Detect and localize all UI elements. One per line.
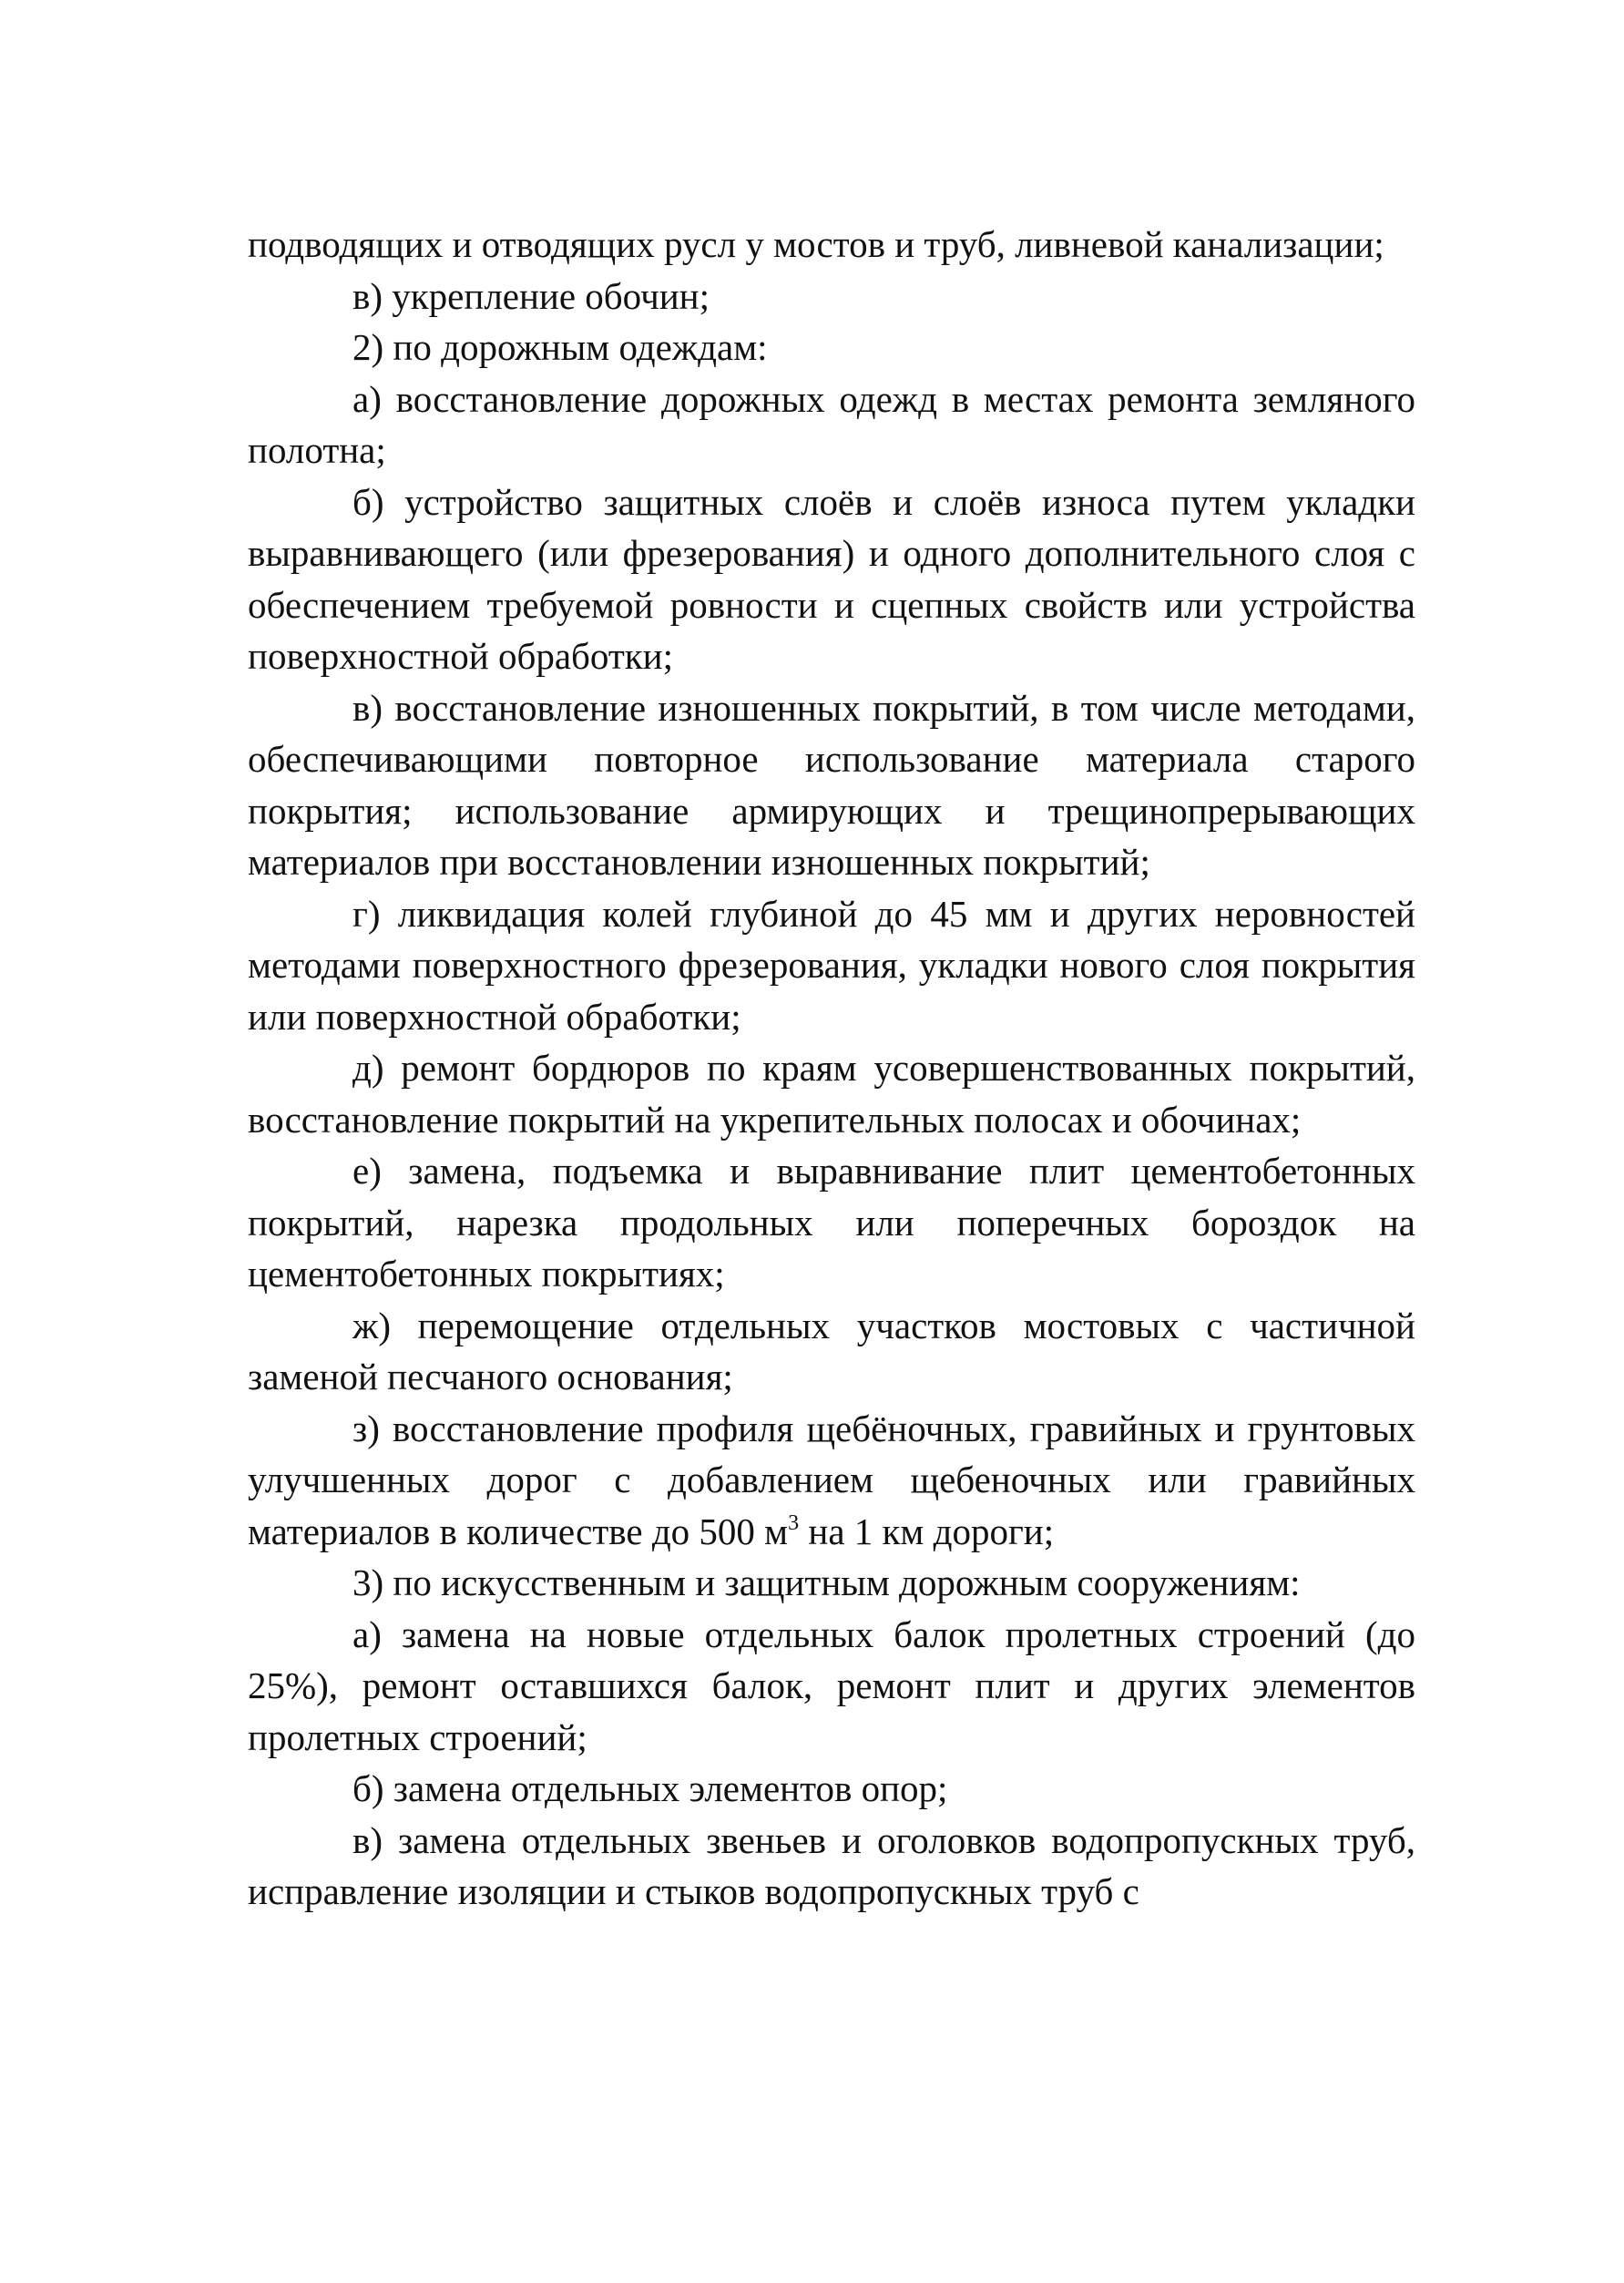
document-body bbox=[248, 219, 1415, 1918]
paragraph-section-3: 3) по искусственным и защитным дорожным сооружениям: bbox=[352, 1561, 1301, 1603]
paragraph-item-e-concrete-slabs: е) замена, подъемка и выравнивание плит цементобетонных покрытий, нарезка продольных или поперечных бороздок на цементобетонных покрытиях; bbox=[248, 1150, 1415, 1295]
paragraph-continuation: подводящих и отводящих русл у мостов и труб, ливневой канализации; bbox=[248, 223, 1384, 265]
cubic-superscript: 3 bbox=[788, 1510, 800, 1535]
paragraph-item-g-ruts: г) ликвидация колей глубиной до 45 мм и других неровностей методами поверхностного фрезерования, укладки нового слоя покрытия или поверхностной обработки; bbox=[248, 892, 1415, 1038]
paragraph-item-v-culverts: в) замена отдельных звеньев и оголовков водопропускных труб, исправление изоляции и стыков водопропускных труб с bbox=[248, 1818, 1415, 1912]
paragraph-item-v-worn-surfaces: в) восстановление изношенных покрытий, в том числе методами, обеспечивающими повторное использование материала старого покрытия; использование армирующих и трещинопрерывающих материалов при восстановлении изношенных покрытий; bbox=[248, 686, 1415, 883]
paragraph-item-b-supports: б) замена отдельных элементов опор; bbox=[352, 1767, 948, 1809]
paragraph-item-zh-paving: ж) перемощение отдельных участков мостовых с частичной заменой песчаного основания; bbox=[248, 1304, 1415, 1397]
paragraph-item-d-curbs: д) ремонт бордюров по краям усовершенствованных покрытий, восстановление покрытий на укрепительных полосах и обочинах; bbox=[248, 1047, 1415, 1141]
paragraph-item-a-restoration: а) восстановление дорожных одежд в местах ремонта земляного полотна; bbox=[248, 377, 1415, 471]
paragraph-item-z-gravel-roads bbox=[248, 1403, 1415, 1558]
paragraph-item-a-beams: а) замена на новые отдельных балок пролетных строений (до 25%), ремонт оставшихся балок, ремонт плит и других элементов пролетных строений; bbox=[248, 1612, 1415, 1758]
paragraph-section-2: 2) по дорожным одеждам: bbox=[352, 326, 768, 368]
paragraph-item-z-text: з) восстановление профиля щебёночных, гравийных и грунтовых улучшенных дорог с добавлением щебеночных или гравийных материалов в количестве до 500 м bbox=[248, 1407, 1415, 1552]
paragraph-item-v-shoulders: в) укрепление обочин; bbox=[352, 274, 710, 317]
paragraph-item-z-tail: на 1 км дороги; bbox=[799, 1510, 1055, 1552]
paragraph-item-b-protective-layers: б) устройство защитных слоёв и слоёв износа путем укладки выравнивающего (или фрезерования) и одного дополнительного слоя с обеспечением требуемой ровности и сцепных свойств или устройства поверхностной обработки; bbox=[248, 480, 1415, 677]
